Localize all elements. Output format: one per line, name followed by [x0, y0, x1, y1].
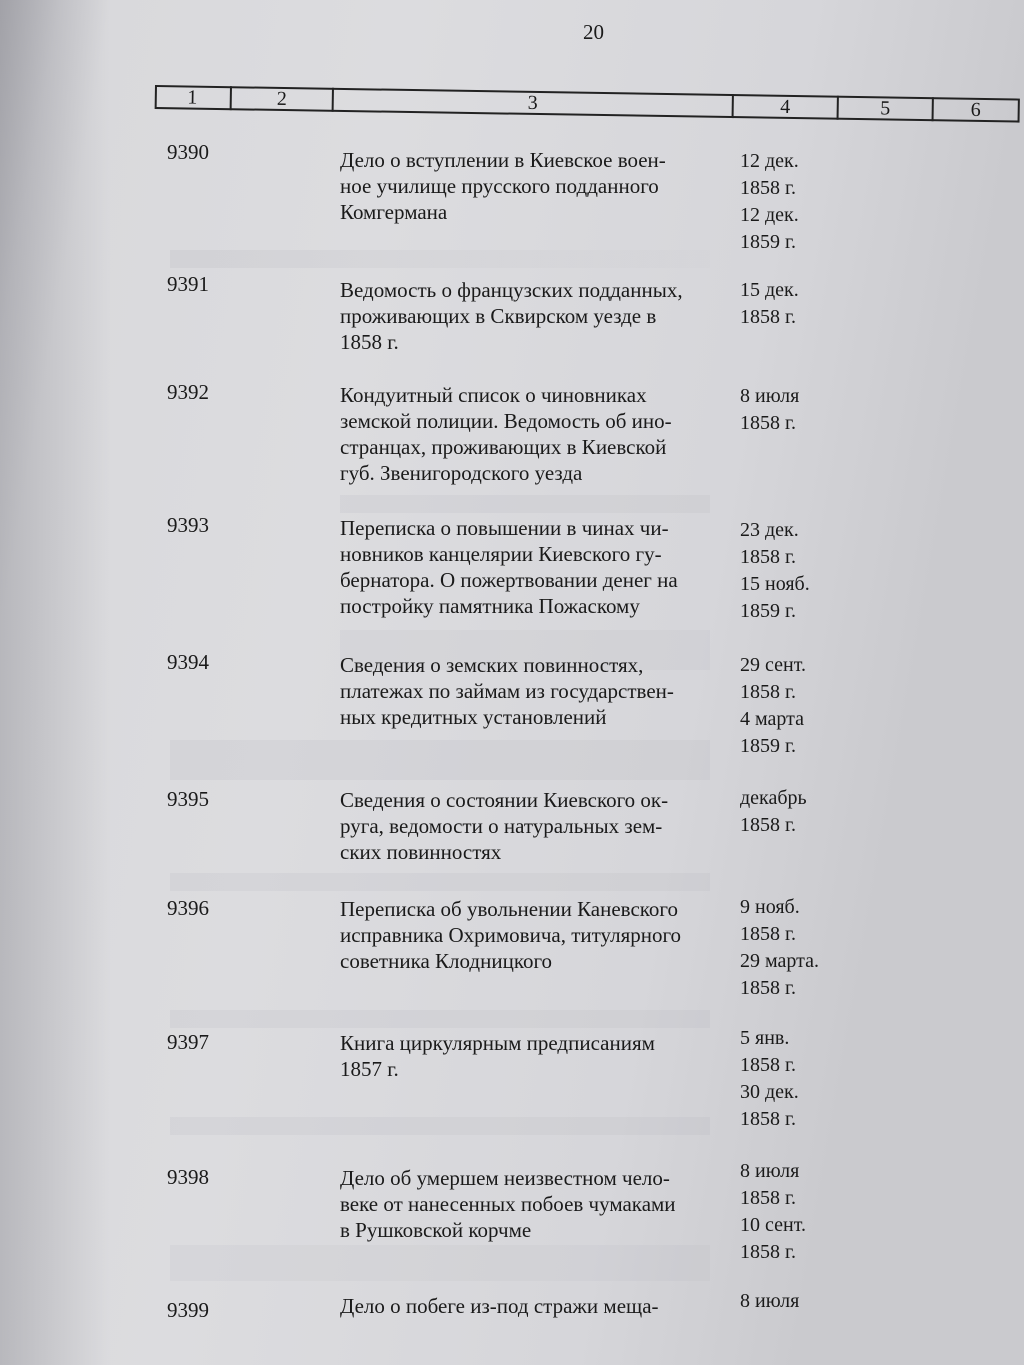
- entry-dates: [740, 785, 880, 839]
- date-line: 1858 г.: [740, 177, 796, 199]
- description-line: Сведения о состоянии Киевского ок-: [340, 788, 669, 812]
- entry-number: 9390: [167, 140, 209, 164]
- header-cell-1: 1: [187, 86, 198, 109]
- date-line: 1858 г.: [740, 923, 796, 945]
- date-line: 1859 г.: [740, 231, 796, 253]
- date-line: 1858 г.: [740, 1187, 796, 1209]
- header-cell-5: 5: [837, 96, 932, 121]
- date-line: 12 дек.: [740, 204, 799, 226]
- date-line: 5 янв.: [740, 1027, 790, 1049]
- entry-number: 9397: [167, 1030, 209, 1054]
- date-line: 15 нояб.: [740, 573, 810, 595]
- entry-description: [340, 787, 730, 865]
- entry-number: 9395: [167, 787, 209, 811]
- description-line: ное училище прусского подданного: [340, 174, 659, 198]
- entry-description: [340, 147, 730, 225]
- entry-number: 9392: [167, 380, 209, 404]
- date-line: 9 нояб.: [740, 896, 800, 918]
- date-line: 1858 г.: [740, 977, 796, 999]
- date-line: 1858 г.: [740, 814, 796, 836]
- date-line: 1859 г.: [740, 600, 796, 622]
- description-line: Переписка об увольнении Каневского: [340, 897, 679, 921]
- entry-number: 9393: [167, 513, 209, 537]
- description-line: Сведения о земских повинностях,: [340, 653, 644, 677]
- description-line: бернатора. О пожертвовании денег на: [340, 568, 678, 592]
- entry-dates: [740, 148, 880, 256]
- entry-description: [340, 1030, 730, 1082]
- description-line: Дело о побеге из-под стражи меща-: [340, 1294, 659, 1318]
- description-line: проживающих в Сквирском уезде в: [340, 304, 657, 328]
- entry-number: 9399: [167, 1298, 209, 1322]
- date-line: 29 сент.: [740, 654, 806, 676]
- entry-description: [340, 515, 730, 619]
- entry-dates: [740, 1288, 880, 1315]
- description-line: Кондуитный список о чиновниках: [340, 383, 647, 407]
- date-line: 10 сент.: [740, 1214, 806, 1236]
- description-line: новников канцелярии Киевского гу-: [340, 542, 662, 566]
- header-cell-3: 3: [332, 88, 732, 118]
- description-line: в Рушковской корчме: [340, 1218, 532, 1242]
- description-line: веке от нанесенных побоев чумаками: [340, 1192, 676, 1216]
- header-cell-2: 2: [230, 86, 332, 112]
- description-line: исправника Охримовича, титулярного: [340, 923, 682, 947]
- description-line: руга, ведомости о натуральных зем-: [340, 814, 663, 838]
- entry-description: [340, 652, 730, 730]
- date-line: 30 дек.: [740, 1081, 799, 1103]
- date-line: 1859 г.: [740, 735, 796, 757]
- header-cell-6: 6: [932, 97, 1018, 122]
- date-line: 1858 г.: [740, 1108, 796, 1130]
- entry-description: [340, 277, 730, 355]
- description-line: ных кредитных установлений: [340, 705, 607, 729]
- date-line: 8 июля: [740, 1290, 800, 1312]
- entry-dates: [740, 1158, 880, 1266]
- entry-dates: [740, 652, 880, 760]
- description-line: постройку памятника Пожаскому: [340, 594, 640, 618]
- entry-description: [340, 1293, 730, 1319]
- description-line: Книга циркулярным предписаниям: [340, 1031, 655, 1055]
- description-line: земской полиции. Ведомость об ино-: [340, 409, 672, 433]
- date-line: 12 дек.: [740, 150, 799, 172]
- entry-dates: [740, 383, 880, 437]
- description-line: 1857 г.: [340, 1057, 399, 1081]
- date-line: 29 марта.: [740, 950, 819, 972]
- description-line: ских повинностях: [340, 840, 502, 864]
- description-line: Дело об умершем неизвестном чело-: [340, 1166, 670, 1190]
- entry-description: [340, 382, 730, 486]
- date-line: 1858 г.: [740, 681, 796, 703]
- entry-dates: [740, 517, 880, 625]
- description-line: Переписка о повышении в чинах чи-: [340, 516, 669, 540]
- description-line: 1858 г.: [340, 330, 399, 354]
- date-line: декабрь: [740, 787, 807, 809]
- entry-dates: [740, 894, 880, 1002]
- date-line: 1858 г.: [740, 546, 796, 568]
- date-line: 8 июля: [740, 1160, 800, 1182]
- description-line: Дело о вступлении в Киевское воен-: [340, 148, 666, 172]
- page-number: 20: [583, 20, 604, 44]
- description-line: Комгермана: [340, 200, 448, 224]
- date-line: 8 июля: [740, 385, 800, 407]
- entry-number: 9394: [167, 650, 209, 674]
- description-line: платежах по займам из государствен-: [340, 679, 674, 703]
- date-line: 1858 г.: [740, 1241, 796, 1263]
- entry-description: [340, 1165, 730, 1243]
- date-line: 15 дек.: [740, 279, 799, 301]
- entry-description: [340, 896, 730, 974]
- entry-dates: [740, 1025, 880, 1133]
- date-line: 1858 г.: [740, 306, 796, 328]
- entry-number: 9398: [167, 1165, 209, 1189]
- entry-number: 9396: [167, 896, 209, 920]
- date-line: 1858 г.: [740, 412, 796, 434]
- date-line: 1858 г.: [740, 1054, 796, 1076]
- description-line: Ведомость о французских подданных,: [340, 278, 683, 302]
- entry-dates: [740, 277, 880, 331]
- entry-number: 9391: [167, 272, 209, 296]
- description-line: губ. Звенигородского уезда: [340, 461, 583, 485]
- date-line: 4 марта: [740, 708, 804, 730]
- date-line: 23 дек.: [740, 519, 799, 541]
- description-line: советника Клодницкого: [340, 949, 553, 973]
- header-cell-4: 4: [732, 94, 837, 120]
- description-line: странцах, проживающих в Киевской: [340, 435, 667, 459]
